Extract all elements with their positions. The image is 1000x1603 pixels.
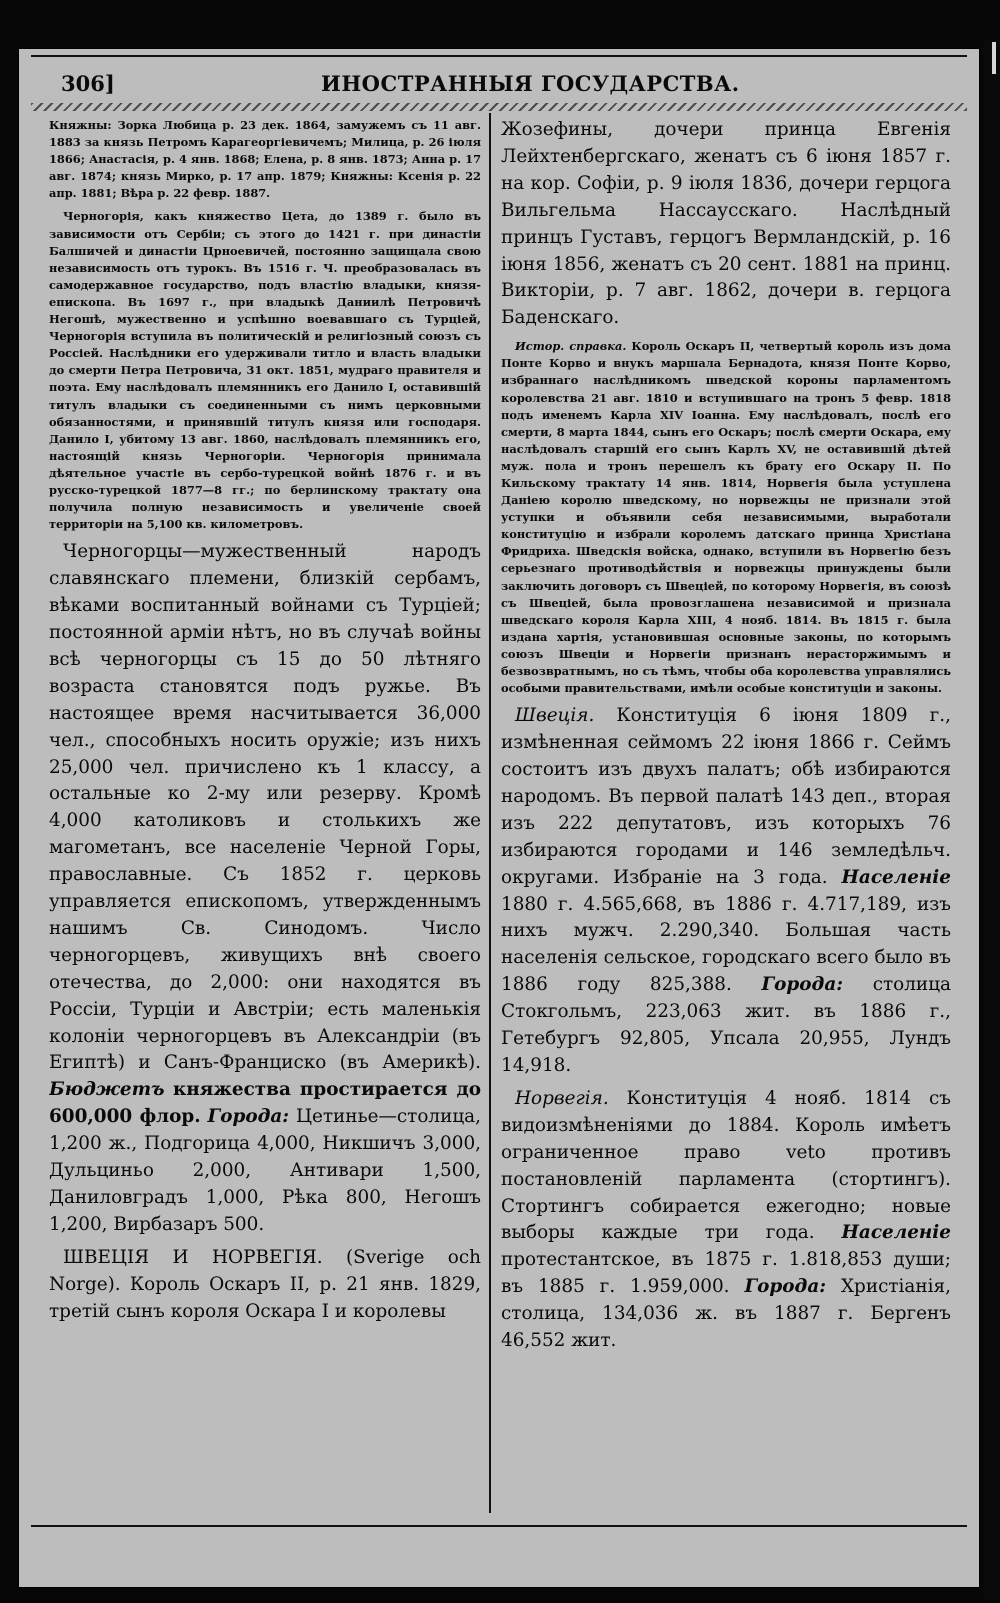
montenegro-description-text: Черногорцы—мужественный народъ славянскаго племени, близкій сербамъ, вѣками воспитанный войнами съ Турціей; постоянной арміи нѣтъ, но въ случаѣ войны всѣ черногорцы съ 15 до 50 лѣтняго возраста становятся подъ ружье. Въ настоящее время насчитывается 36,000 чел., способныхъ носить оружіе; изъ нихъ 25,000 чел. причислено къ 1 классу, а остальные ко 2-му или резерву. Кромѣ 4,000 католиковъ и столькихъ же магометанъ, все населеніе Черной Горы, православные. Съ 1852 г. церковь управляется епископомъ, утвержденнымъ нашимъ Св. Синодомъ. Число черногорцевъ, живущихъ внѣ своего отечества, до 2,000: они находятся въ Россіи, Турціи и Австріи; есть маленькія колоніи черногорцевъ въ Александріи (въ Египтѣ) и Санъ-Франциско (въ Америкѣ). bbox=[49, 541, 481, 1074]
historical-note-paragraph bbox=[501, 338, 951, 697]
bottom-rule bbox=[31, 1525, 967, 1527]
norway-text-b: протестантское, въ 1875 г. 1.818,853 души; въ 1885 г. 1.959,000. bbox=[501, 1249, 951, 1298]
sweden-cities-label: Города: bbox=[761, 974, 844, 996]
norway-cities-label: Города: bbox=[744, 1276, 827, 1298]
sweden-text-c: столица Стокгольмъ, 223,063 жит. въ 1886 г., Гетебургъ 92,805, Упсала 20,955, Лундъ 14,918. bbox=[501, 974, 951, 1076]
budget-label: Бюджетъ bbox=[49, 1079, 165, 1101]
scan-edge-mark bbox=[992, 42, 996, 74]
page-number: 306] bbox=[61, 71, 115, 96]
page-header bbox=[31, 71, 965, 101]
norway-paragraph bbox=[501, 1086, 951, 1355]
scan-edge bbox=[984, 40, 1000, 1600]
montenegro-family-paragraph: Княжны: Зорка Любица р. 23 дек. 1864, замужемъ съ 11 авг. 1883 за князь Петромъ Карагеоргіевичемъ; Милица, р. 26 іюля 1866; Анастасія, р. 4 янв. 1868; Елена, р. 8 янв. 1873; Анна р. 17 авг. 1874; князь Мирко, р. 17 апр. 1879; Княжны: Ксенія р. 22 апр. 1881; Вѣра р. 22 февр. 1887. bbox=[49, 118, 481, 201]
header-ornament bbox=[31, 103, 967, 111]
royal-family-paragraph: Жозефины, дочери принца Евгенія Лейхтенбергскаго, женатъ съ 6 іюня 1857 г. на кор. Софіи, р. 9 іюля 1836, дочери герцога Вильгельма Нассаусскаго. Наслѣдный принцъ Густавъ, герцогъ Вермландскій, р. 16 іюня 1856, женатъ съ 20 сент. 1881 на принц. Викторіи, р. 7 авг. 1862, дочери в. герцога Баденскаго. bbox=[501, 119, 951, 329]
sweden-label: Швеція. bbox=[515, 705, 595, 727]
book-page bbox=[18, 48, 980, 1588]
montenegro-history-paragraph: Черногорія, какъ княжество Цета, до 1389 г. было въ зависимости отъ Сербіи; съ этого до 1421 г. при династіи Балшичей и династіи Црноевичей, постоянно защищала свою независимость отъ турокъ. Въ 1516 г. Ч. преобразовалась въ самодержавное государство, подъ властію владыки, князя-епископа. Въ 1697 г., при владыкѣ Даниилѣ Петровичѣ Негошѣ, мужественно и успѣшно воевавшаго съ Турціей, Черногорія вступила въ политическій и религіозный союзъ съ Россіей. Наслѣдники его удерживали титло и власть владыки до смерти Петра Петровича, 31 окт. 1851, мудраго правителя и поэта. Ему наслѣдовалъ племянникъ его Данило I, оставившій титулъ владыки съ соединенными съ нимъ церковными обязанностями, и принявшій титулъ князя или господаря. Данило I, убитому 13 авг. 1860, наслѣдовалъ племянникъ его, настоящій князь Черногоріи. Черногорія принимала дѣятельное участіе въ сербо-турецкой войнѣ 1876 г. и въ русско-турецкой 1877—8 гг.; по берлинскому трактату она получила полную независимость и увеличеніе своей территоріи на 5,100 кв. километровъ. bbox=[49, 209, 481, 532]
historical-note-label: Истор. справка. bbox=[515, 339, 627, 354]
sweden-text-a: Конституція 6 іюня 1809 г., измѣненная сеймомъ 22 іюня 1866 г. Сеймъ состоитъ изъ двухъ палатъ; обѣ избираются народомъ. Въ первой палатѣ 143 деп., вторая изъ 222 депутатовъ, изъ которыхъ 76 избираются городами и 146 земледѣльч. округами. Избраніе на 3 года. bbox=[501, 705, 951, 888]
cities-text: Цетинье—столица, 1,200 ж., Подгорица 4,000, Никшичъ 3,000, Дульциньо 2,000, Антивари 1,500, Даниловградъ 1,000, Рѣка 800, Негошъ 1,200, Вирбазаръ 500. bbox=[49, 1106, 481, 1235]
sweden-text-b: 1880 г. 4.565,668, въ 1886 г. 4.717,189, изъ нихъ мужч. 2.290,340. Большая часть населенія сельское, городскаго всего было въ 1886 году 825,388. bbox=[501, 893, 951, 996]
norway-population-label: Населеніе bbox=[841, 1222, 951, 1244]
sweden-population-label: Населеніе bbox=[841, 866, 951, 888]
norway-text-c: Христіанія, столица, 134,036 ж. въ 1887 г. Бергенъ 46,552 жит. bbox=[501, 1276, 951, 1352]
top-rule bbox=[31, 55, 967, 57]
right-column bbox=[501, 117, 951, 1361]
norway-label: Норвегія. bbox=[515, 1087, 609, 1109]
norway-text-a: Конституція 4 нояб. 1814 съ видоизмѣненіями до 1884. Король имѣетъ ограниченное право veto противъ постановленій парламента (стортингъ). Стортингъ собирается ежегодно; новые выборы каждые три года. bbox=[501, 1087, 951, 1244]
running-title: ИНОСТРАННЫЯ ГОСУДАРСТВА. bbox=[321, 71, 740, 96]
left-column bbox=[49, 117, 481, 1332]
historical-note-text: Король Оскаръ II, четвертый король изъ дома Понте Корво и внукъ маршала Бернадота, князя Понте Корво, избраннаго наслѣдникомъ шведской короны парламентомъ королевства 21 авг. 1810 и вступившаго на тронъ 5 февр. 1818 подъ именемъ Карла XIV Іоанна. Ему наслѣдовалъ, послѣ его смерти, 8 марта 1844, сынъ его Оскаръ; послѣ смерти Оскара, ему наслѣдовалъ старшій его сынъ Карлъ XV, не оставившій дѣтей муж. пола и тронъ перешелъ къ брату его Оскару II. По Кильскому трактату 14 янв. 1814, Норвегія была уступлена Даніею королю шведскому, но норвежцы не признали этой уступки и объявили себя независимыми, выработали конституцію и избрали королемъ датскаго принца Христіана Фридриха. Шведскія войска, однако, вступили въ Норвегію безъ серьезнаго противодѣйствія и норвежцы принуждены были заключить договоръ съ Швеціей, по которому Норвегія, въ союзѣ съ Швеціей, была провозглашена независимой и признала шведскаго короля Карла XIII, 4 нояб. 1814. Въ 1815 г. была издана хартія, установившая основные законы, по которымъ союзъ Швеціи и Норвегіи признанъ нерасторжимымъ и безвозвратнымъ, но съ тѣмъ, чтобы оба королевства управлялись особыми правительствами, имѣли особые конституціи и законы. bbox=[501, 339, 951, 696]
montenegro-description-paragraph bbox=[49, 539, 481, 1239]
cities-label: Города: bbox=[207, 1106, 290, 1128]
sweden-paragraph bbox=[501, 703, 951, 1080]
budget-text: княжества простирается до 600,000 флор. bbox=[49, 1079, 481, 1128]
sweden-norway-paragraph: ШВЕЦІЯ И НОРВЕГІЯ. (Sverige och Norge). Король Оскаръ II, р. 21 янв. 1829, третій сынъ короля Оскара I и королевы bbox=[49, 1246, 481, 1322]
column-divider bbox=[489, 113, 491, 1513]
